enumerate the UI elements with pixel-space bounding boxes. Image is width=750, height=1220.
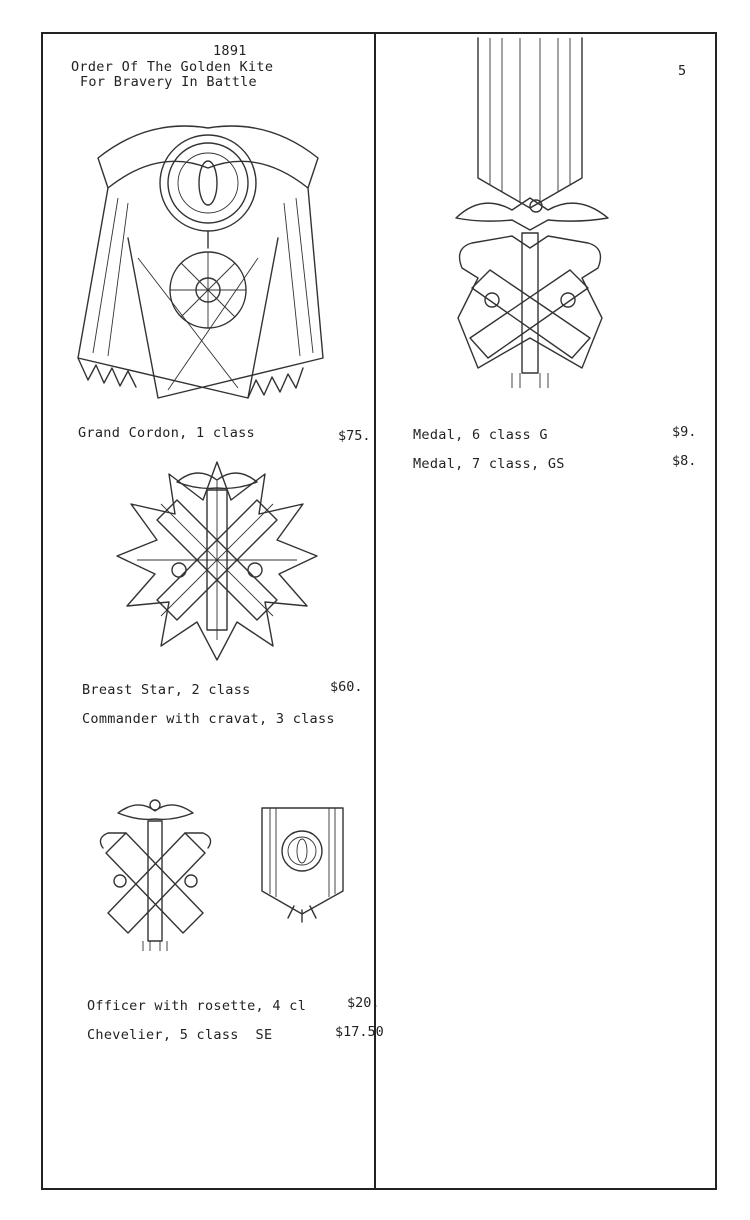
item-commander-label: Commander with cravat, 3 class [82, 711, 335, 727]
item-grand-cordon-label: Grand Cordon, 1 class [78, 425, 255, 441]
page-title-line1: Order Of The Golden Kite [71, 59, 274, 75]
item-breast-star-price: $60. [330, 679, 363, 695]
page-title-line2: For Bravery In Battle [80, 74, 257, 90]
item-chevelier-price: $17.50 [335, 1024, 384, 1040]
item-medal-6-label: Medal, 6 class G [413, 427, 548, 443]
officer-badge-illustration [98, 793, 213, 957]
item-chevelier-label: Chevelier, 5 class SE [87, 1027, 273, 1043]
item-breast-star-label: Breast Star, 2 class [82, 682, 251, 698]
medal-illustration [452, 38, 612, 397]
breast-star-illustration [112, 455, 322, 664]
item-officer-label: Officer with rosette, 4 cl [87, 998, 307, 1014]
item-officer-price: $20. [347, 995, 380, 1011]
column-divider [374, 32, 376, 1190]
grand-cordon-illustration [68, 108, 328, 402]
rosette-ribbon-illustration [260, 806, 345, 928]
item-medal-7-price: $8. [672, 453, 697, 469]
item-medal-6-price: $9. [672, 424, 697, 440]
page-year: 1891 [213, 43, 247, 59]
item-medal-7-label: Medal, 7 class, GS [413, 456, 565, 472]
page-number: 5 [678, 63, 687, 79]
item-grand-cordon-price: $75. [338, 428, 371, 444]
